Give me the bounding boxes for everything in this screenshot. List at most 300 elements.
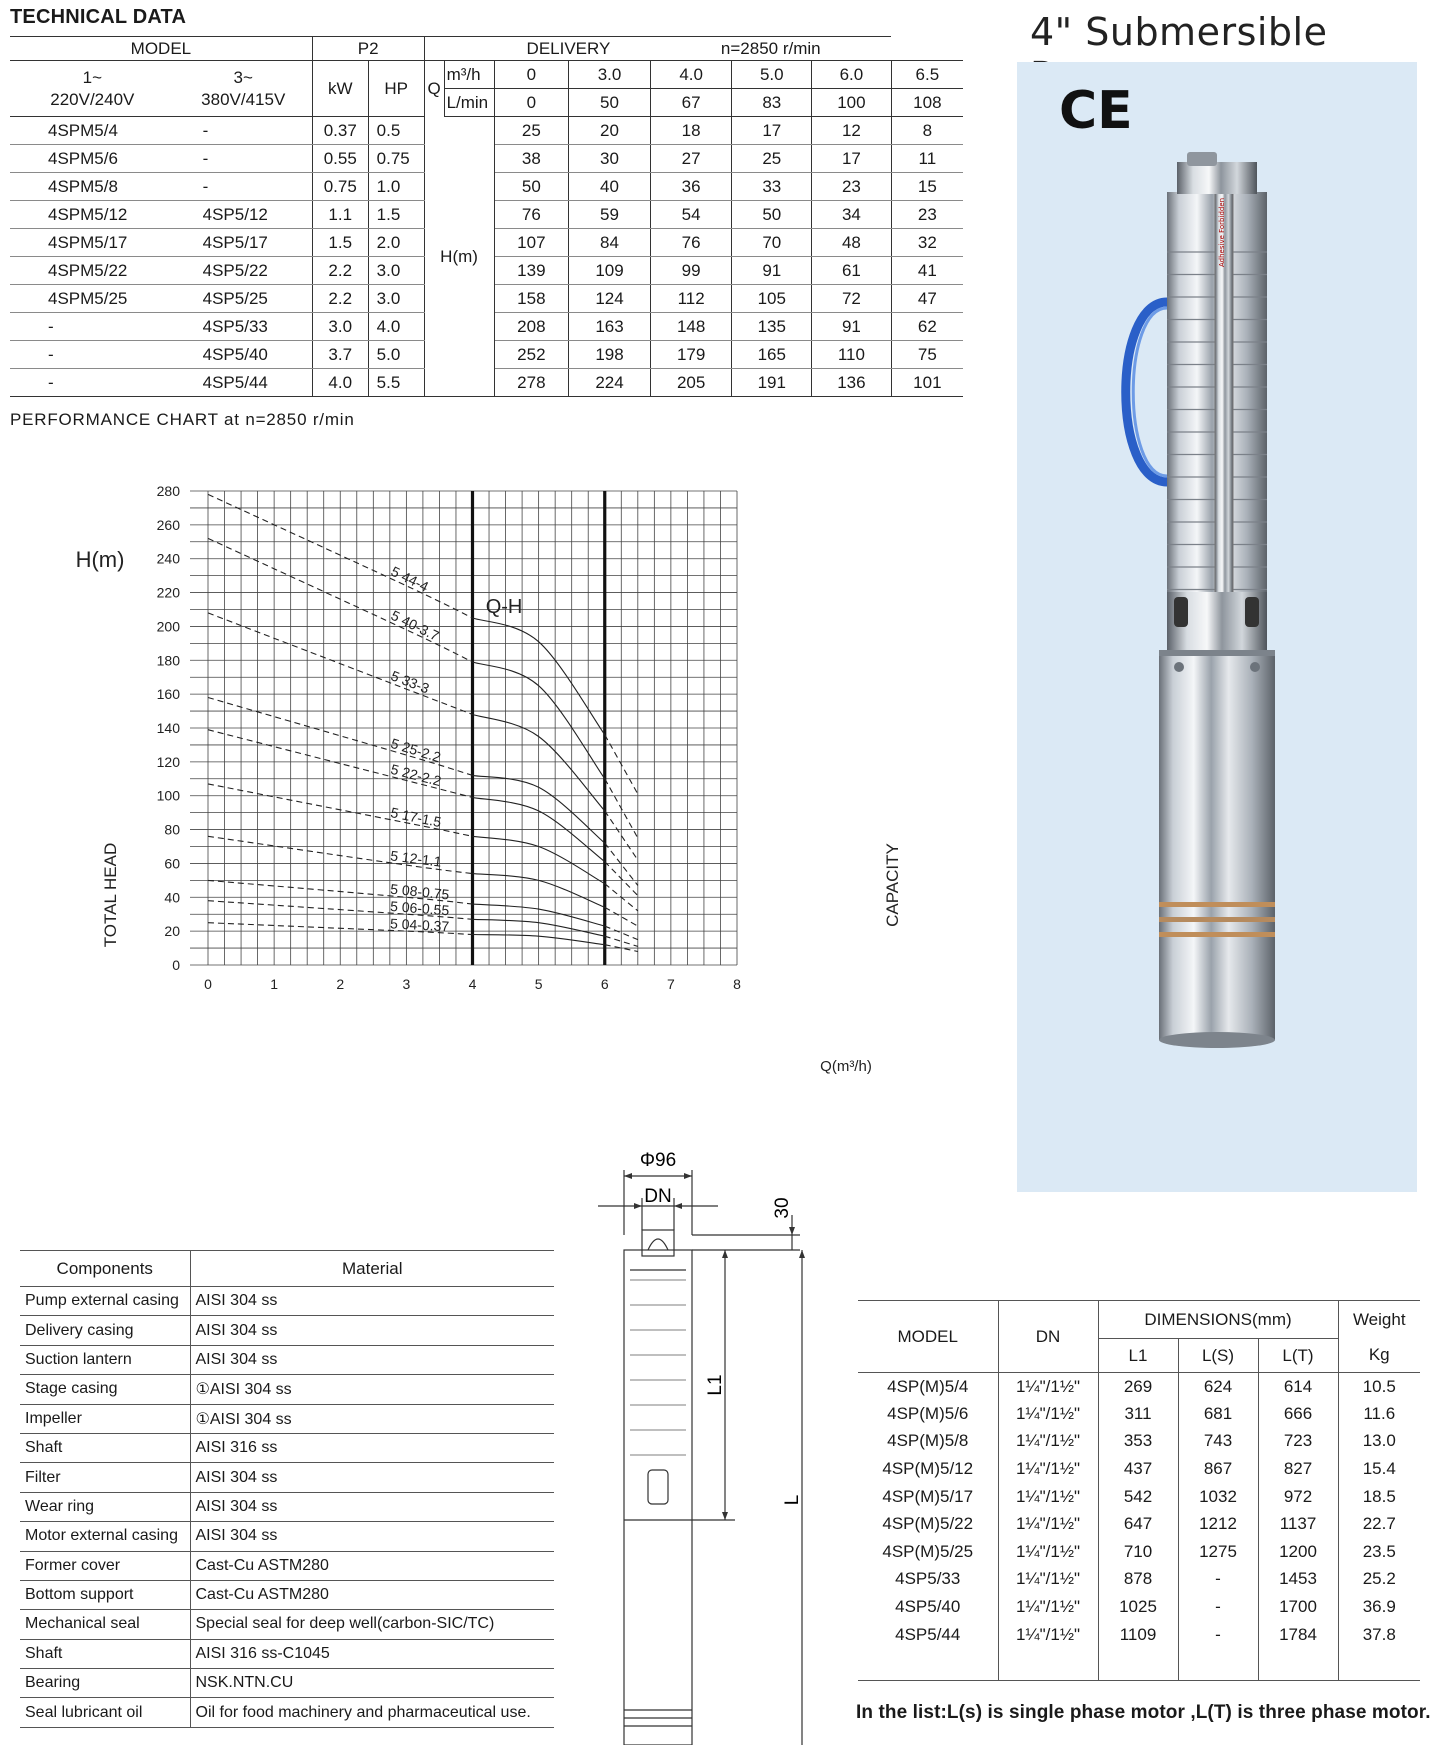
component-material: ①AISI 304 ss (190, 1375, 554, 1404)
y-tick-label: 220 (156, 584, 180, 601)
dimension-row (858, 1593, 1420, 1621)
component-material: AISI 304 ss (190, 1287, 554, 1316)
dim-dn: 1¼"/1½" (998, 1621, 1098, 1649)
head-value: 33 (732, 173, 812, 201)
head-value: 38 (494, 145, 569, 173)
lmin-label: L/min (444, 89, 494, 117)
model-three-phase: - (175, 145, 313, 173)
head-value: 50 (732, 201, 812, 229)
head-value: 76 (650, 229, 732, 257)
power-kw: 0.55 (312, 145, 368, 173)
model-three-phase: - (175, 117, 313, 145)
model-three-phase: 4SP5/44 (175, 369, 313, 397)
pump-motor-bottom (1159, 1032, 1275, 1048)
three-phase-label: 3~ (233, 67, 253, 87)
flow-lmin-1: 50 (569, 89, 651, 117)
dims-ls-header: L(S) (1178, 1339, 1258, 1373)
component-material: NSK.NTN.CU (190, 1669, 554, 1698)
head-value: 278 (494, 369, 569, 397)
y-tick-label: 0 (172, 957, 180, 973)
dims-weight-header: Weight (1338, 1301, 1420, 1339)
dim-lt: 614 (1258, 1373, 1338, 1401)
x-tick-label: 8 (733, 976, 741, 992)
dim-lt: 1784 (1258, 1621, 1338, 1649)
power-hp: 0.5 (368, 117, 424, 145)
dim-ls: 624 (1178, 1373, 1258, 1401)
dimension-blank-cell (1258, 1648, 1338, 1680)
dim-dn: 1¼"/1½" (998, 1593, 1098, 1621)
components-table (20, 1250, 554, 1728)
series-label: 5 25-2.2 (388, 734, 443, 766)
component-name: Mechanical seal (20, 1610, 190, 1639)
model-single-phase: 4SPM5/12 (10, 201, 175, 229)
dim-l1: 1025 (1098, 1593, 1178, 1621)
power-hp: 5.5 (368, 369, 424, 397)
dim-dn: 1¼"/1½" (998, 1455, 1098, 1483)
head-value: 99 (650, 257, 732, 285)
dimension-row (858, 1428, 1420, 1456)
power-hp: 3.0 (368, 285, 424, 313)
head-value: 139 (494, 257, 569, 285)
power-kw: 3.7 (312, 341, 368, 369)
flow-m3h-0: 0 (494, 61, 569, 89)
head-value: 109 (569, 257, 651, 285)
l1-label: L1 (705, 1374, 726, 1396)
top-dimension-label: 30 (772, 1197, 793, 1219)
dimension-drawing (590, 1140, 850, 1745)
head-value: 252 (494, 341, 569, 369)
hp-header: HP (368, 61, 424, 117)
component-name: Wear ring (20, 1492, 190, 1521)
flow-lmin-4: 100 (812, 89, 892, 117)
component-row (20, 1375, 554, 1404)
dim-l1: 437 (1098, 1455, 1178, 1483)
component-row (20, 1287, 554, 1316)
head-value: 75 (891, 341, 963, 369)
dim-model: 4SP(M)5/8 (887, 1431, 969, 1451)
dim-dn: 1¼"/1½" (998, 1400, 1098, 1428)
y-tick-label: 40 (164, 889, 180, 906)
head-value: 84 (569, 229, 651, 257)
dim-lt: 1200 (1258, 1538, 1338, 1566)
component-row (20, 1404, 554, 1433)
component-material: ①AISI 304 ss (190, 1404, 554, 1433)
component-material: Cast-Cu ASTM280 (190, 1551, 554, 1580)
power-hp: 5.0 (368, 341, 424, 369)
head-value: 224 (569, 369, 651, 397)
dimension-blank-cell (998, 1648, 1098, 1680)
y-tick-label: 80 (164, 821, 180, 838)
power-kw: 3.0 (312, 313, 368, 341)
component-row (20, 1522, 554, 1551)
head-value: 36 (650, 173, 732, 201)
dim-kg: 10.5 (1338, 1373, 1420, 1401)
dim-l1: 710 (1098, 1538, 1178, 1566)
model-single-phase: - (10, 341, 175, 369)
dim-kg: 18.5 (1338, 1483, 1420, 1511)
dimension-row (858, 1400, 1420, 1428)
single-phase-label: 1~ (82, 67, 103, 87)
dimension-row (858, 1373, 1420, 1401)
dim-lt: 666 (1258, 1400, 1338, 1428)
model-single-phase: 4SPM5/8 (10, 173, 175, 201)
dim-lt: 827 (1258, 1455, 1338, 1483)
component-row (20, 1698, 554, 1727)
head-value: 158 (494, 285, 569, 313)
head-value: 27 (650, 145, 732, 173)
model-single-phase: - (10, 369, 175, 397)
dimension-blank-cell (1338, 1648, 1420, 1680)
product-image-panel (1017, 62, 1417, 1192)
dims-dimensions-header: DIMENSIONS(mm) (1098, 1301, 1338, 1339)
head-value: 179 (650, 341, 732, 369)
component-material: AISI 304 ss (190, 1492, 554, 1521)
p2-header: P2 (312, 37, 424, 61)
head-value: 62 (891, 313, 963, 341)
y-tick-label: 260 (156, 516, 180, 533)
component-name: Pump external casing (20, 1287, 190, 1316)
dim-ls: 1275 (1178, 1538, 1258, 1566)
head-value: 91 (732, 257, 812, 285)
pump-stage-lines (630, 1280, 686, 1455)
power-hp: 2.0 (368, 229, 424, 257)
component-row (20, 1433, 554, 1462)
component-name: Impeller (20, 1404, 190, 1433)
series-label: 5 06-0.55 (389, 897, 450, 919)
dim-kg: 13.0 (1338, 1428, 1420, 1456)
dim-lt: 723 (1258, 1428, 1338, 1456)
dim-l1: 353 (1098, 1428, 1178, 1456)
component-row (20, 1610, 554, 1639)
head-value: 15 (891, 173, 963, 201)
head-value: 20 (569, 117, 651, 145)
component-material: AISI 316 ss (190, 1433, 554, 1462)
single-phase-header (10, 61, 175, 117)
head-value: 30 (569, 145, 651, 173)
power-hp: 1.0 (368, 173, 424, 201)
head-value: 208 (494, 313, 569, 341)
technical-data-table (10, 36, 963, 397)
pump-intake-slot-right (1245, 597, 1259, 627)
model-three-phase: - (175, 173, 313, 201)
head-value: 124 (569, 285, 651, 313)
component-row (20, 1345, 554, 1374)
power-hp: 4.0 (368, 313, 424, 341)
component-material: AISI 304 ss (190, 1522, 554, 1551)
dim-l1: 269 (1098, 1373, 1178, 1401)
flow-lmin-2: 67 (650, 89, 732, 117)
performance-chart (60, 465, 920, 1105)
head-value: 61 (812, 257, 892, 285)
drawing-lines (598, 1170, 802, 1745)
q-label: Q (424, 61, 444, 117)
dim-dn: 1¼"/1½" (998, 1538, 1098, 1566)
kw-header: kW (312, 61, 368, 117)
x-tick-label: 2 (336, 976, 345, 992)
dim-l1: 647 (1098, 1510, 1178, 1538)
power-kw: 2.2 (312, 257, 368, 285)
l-label: L (782, 1494, 803, 1506)
series-label: 5 33-3 (388, 667, 432, 697)
dimension-row (858, 1455, 1420, 1483)
head-value: 47 (891, 285, 963, 313)
component-name: Shaft (20, 1433, 190, 1462)
head-value: 12 (812, 117, 892, 145)
dim-model: 4SP(M)5/17 (882, 1486, 974, 1506)
series-label: 5 44-4 (388, 562, 432, 595)
head-value: 48 (812, 229, 892, 257)
dn-arrow-left (634, 1203, 642, 1209)
delivery-header: DELIVERY (424, 37, 650, 61)
pump-motor-screw-left (1174, 662, 1184, 672)
component-row (20, 1580, 554, 1609)
pump-motor-top-band (1159, 650, 1275, 656)
three-phase-voltage: 380V/415V (201, 89, 286, 109)
chart-qh-label: Q-H (485, 595, 523, 618)
head-value: 18 (650, 117, 732, 145)
model-single-phase: 4SPM5/4 (10, 117, 175, 145)
model-three-phase: 4SP5/12 (175, 201, 313, 229)
dims-model-header: MODEL (858, 1301, 998, 1373)
dim-kg: 25.2 (1338, 1566, 1420, 1594)
components-header-row (20, 1251, 554, 1287)
component-material: AISI 304 ss (190, 1345, 554, 1374)
component-name: Stage casing (20, 1375, 190, 1404)
head-value: 70 (732, 229, 812, 257)
y-tick-label: 20 (164, 923, 180, 940)
chart-capacity-label: CAPACITY (883, 843, 902, 927)
power-kw: 0.37 (312, 117, 368, 145)
dim-model: 4SP(M)5/6 (887, 1403, 969, 1423)
y-tick-label: 180 (156, 652, 180, 669)
head-value: 72 (812, 285, 892, 313)
head-value: 136 (812, 369, 892, 397)
dimension-blank-cell (858, 1648, 998, 1680)
series-label: 5 12-1.1 (389, 847, 443, 870)
flow-lmin-0: 0 (494, 89, 569, 117)
dim-model: 4SP5/44 (895, 1624, 961, 1644)
head-value: 41 (891, 257, 963, 285)
tech-header-row-1 (10, 37, 963, 61)
dim-model: 4SP(M)5/22 (882, 1514, 974, 1534)
component-row (20, 1551, 554, 1580)
component-row (20, 1316, 554, 1345)
model-header: MODEL (10, 37, 312, 61)
head-value: 25 (732, 145, 812, 173)
three-phase-header (175, 61, 313, 117)
dimension-row (858, 1483, 1420, 1511)
dim-model: 4SP(M)5/12 (882, 1459, 974, 1479)
y-tick-label: 100 (156, 787, 180, 804)
component-row (20, 1463, 554, 1492)
dimension-row-blank (858, 1648, 1420, 1680)
x-tick-label: 1 (270, 976, 279, 992)
x-tick-label: 3 (402, 976, 411, 992)
flow-lmin-3: 83 (732, 89, 812, 117)
head-value: 40 (569, 173, 651, 201)
head-value: 8 (891, 117, 963, 145)
chart-grid (190, 491, 737, 965)
dim-l1: 1109 (1098, 1621, 1178, 1649)
component-name: Bottom support (20, 1580, 190, 1609)
phi-arrow-right (684, 1173, 692, 1179)
head-value: 25 (494, 117, 569, 145)
head-value: 135 (732, 313, 812, 341)
dim-lt: 1453 (1258, 1566, 1338, 1594)
power-hp: 1.5 (368, 201, 424, 229)
series-label: 5 04-0.37 (389, 915, 450, 935)
power-kw: 0.75 (312, 173, 368, 201)
dims-header-row-1 (858, 1301, 1420, 1339)
head-value: 17 (812, 145, 892, 173)
component-material: Oil for food machinery and pharmaceutical use. (190, 1698, 554, 1727)
pump-sticker-text: Adhesive Forbidden (1218, 197, 1226, 267)
model-single-phase: 4SPM5/6 (10, 145, 175, 173)
dim-model: 4SP(M)5/25 (882, 1541, 974, 1561)
pump-motor-ring-3 (1159, 932, 1275, 937)
component-name: Bearing (20, 1669, 190, 1698)
chart-hm-label: H(m) (75, 547, 125, 572)
dim-ls: 743 (1178, 1428, 1258, 1456)
y-tick-label: 160 (156, 686, 180, 703)
l1-arrow-top (722, 1250, 728, 1258)
dim-kg: 23.5 (1338, 1538, 1420, 1566)
component-name: Delivery casing (20, 1316, 190, 1345)
dimension-row (858, 1566, 1420, 1594)
x-tick-label: 7 (666, 976, 675, 992)
model-single-phase: - (10, 313, 175, 341)
dim-kg: 11.6 (1338, 1400, 1420, 1428)
y-tick-label: 280 (156, 483, 180, 499)
pump-lifting-eye (1187, 152, 1217, 166)
dim-ls: 1212 (1178, 1510, 1258, 1538)
dim-kg: 22.7 (1338, 1510, 1420, 1538)
material-header: Material (190, 1251, 554, 1287)
y-tick-label: 60 (164, 855, 180, 872)
x-tick-label: 5 (534, 976, 543, 992)
head-value: 107 (494, 229, 569, 257)
series-label: 5 17-1.5 (389, 804, 443, 831)
head-value: 50 (494, 173, 569, 201)
component-name: Suction lantern (20, 1345, 190, 1374)
m3h-label: m³/h (444, 61, 494, 89)
head-value: 17 (732, 117, 812, 145)
dimension-blank-cell (1178, 1648, 1258, 1680)
model-three-phase: 4SP5/22 (175, 257, 313, 285)
dim-lt: 972 (1258, 1483, 1338, 1511)
ce-mark: CE (1059, 81, 1133, 141)
model-single-phase: 4SPM5/25 (10, 285, 175, 313)
head-value: 110 (812, 341, 892, 369)
component-material: AISI 316 ss-C1045 (190, 1639, 554, 1668)
head-value: 191 (732, 369, 812, 397)
dim-model: 4SP5/33 (895, 1569, 961, 1589)
dims-lt-header: L(T) (1258, 1339, 1338, 1373)
phi-arrow-left (624, 1173, 632, 1179)
dn-arrow-right (674, 1203, 682, 1209)
dim-lt: 1700 (1258, 1593, 1338, 1621)
dim-dn: 1¼"/1½" (998, 1566, 1098, 1594)
component-name: Seal lubricant oil (20, 1698, 190, 1727)
head-value: 112 (650, 285, 732, 313)
model-three-phase: 4SP5/40 (175, 341, 313, 369)
dim-ls: 681 (1178, 1400, 1258, 1428)
pump-motor-ring-2 (1159, 917, 1275, 922)
chart-total-head-label: TOTAL HEAD (101, 842, 120, 948)
head-value: 91 (812, 313, 892, 341)
phi-label: Φ96 (639, 1150, 677, 1171)
component-row (20, 1492, 554, 1521)
dim-dn: 1¼"/1½" (998, 1428, 1098, 1456)
dimension-row (858, 1538, 1420, 1566)
flow-m3h-4: 6.0 (812, 61, 892, 89)
drawing-arrows (624, 1173, 805, 1520)
component-row (20, 1669, 554, 1698)
dim-ls: 867 (1178, 1455, 1258, 1483)
component-name: Shaft (20, 1639, 190, 1668)
power-kw: 1.5 (312, 229, 368, 257)
head-value: 148 (650, 313, 732, 341)
pump-outlet-arc (648, 1239, 668, 1250)
head-unit-label: H(m) (424, 117, 494, 397)
pump-top-cap (1177, 162, 1257, 194)
dim-ls: 1032 (1178, 1483, 1258, 1511)
dim-dn: 1¼"/1½" (998, 1483, 1098, 1511)
tech-header-row-2 (10, 61, 963, 89)
x-tick-label: 4 (468, 976, 477, 992)
model-single-phase: 4SPM5/17 (10, 229, 175, 257)
flow-m3h-5: 6.5 (891, 61, 963, 89)
tech-data-row (10, 117, 963, 145)
head-value: 59 (569, 201, 651, 229)
dim-kg: 15.4 (1338, 1455, 1420, 1483)
head-value: 105 (732, 285, 812, 313)
pump-motor (1159, 650, 1275, 1040)
power-kw: 4.0 (312, 369, 368, 397)
dim-l1: 878 (1098, 1566, 1178, 1594)
dim-l1: 542 (1098, 1483, 1178, 1511)
x-tick-label: 0 (204, 976, 212, 992)
components-header: Components (20, 1251, 190, 1287)
head-value: 198 (569, 341, 651, 369)
model-three-phase: 4SP5/33 (175, 313, 313, 341)
model-three-phase: 4SP5/17 (175, 229, 313, 257)
component-material: Cast-Cu ASTM280 (190, 1580, 554, 1609)
top-arrow (789, 1227, 795, 1235)
series-label: 5 22-2.2 (389, 760, 443, 790)
y-tick-label: 200 (156, 618, 180, 635)
component-name: Motor external casing (20, 1522, 190, 1551)
l1-arrow-bottom (722, 1512, 728, 1520)
model-three-phase: 4SP5/25 (175, 285, 313, 313)
dim-kg: 37.8 (1338, 1621, 1420, 1649)
flow-m3h-3: 5.0 (732, 61, 812, 89)
dimensions-table (858, 1300, 1420, 1681)
head-value: 23 (812, 173, 892, 201)
head-value: 76 (494, 201, 569, 229)
pump-outlet-outline (642, 1230, 674, 1256)
head-value: 165 (732, 341, 812, 369)
y-tick-label: 240 (156, 550, 180, 567)
head-value: 34 (812, 201, 892, 229)
dim-ls: - (1178, 1621, 1258, 1649)
head-value: 101 (891, 369, 963, 397)
power-kw: 1.1 (312, 201, 368, 229)
dim-lt: 1137 (1258, 1510, 1338, 1538)
single-phase-voltage: 220V/240V (50, 89, 135, 109)
chart-q-axis-label: Q(m³/h) (820, 1058, 872, 1075)
dims-kg-header: Kg (1338, 1339, 1420, 1373)
